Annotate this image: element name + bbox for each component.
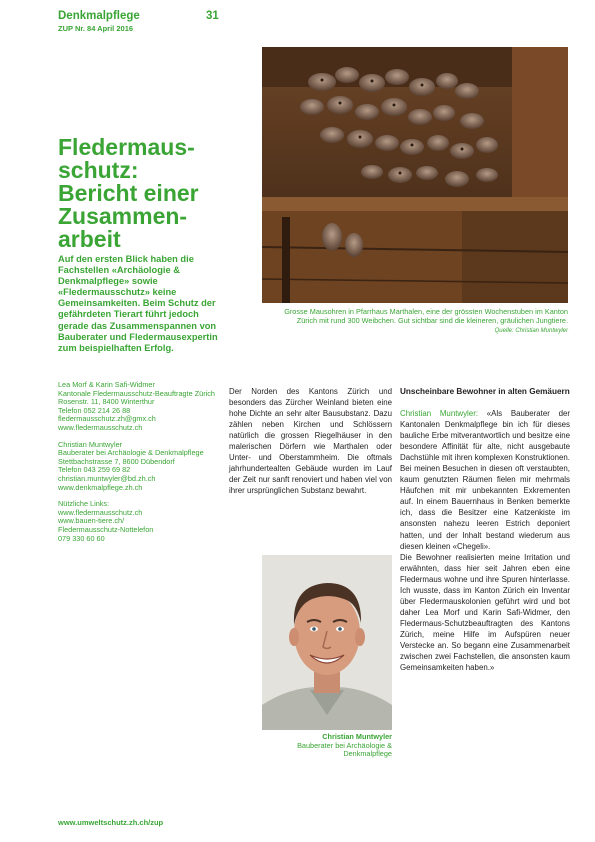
speaker-name: Christian Muntwyler: bbox=[400, 409, 479, 418]
contact-line: Christian Muntwyler bbox=[58, 439, 123, 449]
contact-link[interactable]: www.fledermausschutz.ch bbox=[58, 422, 143, 432]
contact-link[interactable]: www.bauen-tiere.ch/ bbox=[58, 516, 125, 526]
headline-line: schutz: bbox=[58, 157, 139, 183]
headline-line: Fledermaus- bbox=[58, 134, 195, 160]
useful-links bbox=[58, 500, 228, 543]
contact-line: Telefon 052 214 26 88 bbox=[58, 405, 131, 415]
article-headline bbox=[58, 136, 228, 251]
contact-fledermausschutz bbox=[58, 381, 228, 433]
section-title: Denkmalpflege bbox=[58, 10, 140, 22]
portrait-caption bbox=[262, 733, 392, 759]
portrait-caption-name: Christian Muntwyler bbox=[322, 732, 392, 741]
section-subhead: Unscheinbare Bewohner in alten Gemäuern bbox=[400, 387, 570, 396]
body-paragraph: Die Bewohner realisierten meine Irritation und erwähnten, dass hier seit Jahren eben eine Fledermaus wohne und ihre Spuren hinterlasse. Ich wusste, dass im Kanton Zürich ein Inventar über Fledermauskolonien geführt wird und bot daher Lea Morf und Karin Safi-Widmer, den Fledermaus-Schutzbeauftragten des Kantons Zürich, meine Hilfe im Aufspüren neuer Verstecke an. So begann eine Zusammenarbeit zwischen zwei Fachstellen, die ansonsten kaum Gemeinsamkeiten haben.» bbox=[400, 552, 570, 673]
contact-link[interactable]: www.denkmalpflege.zh.ch bbox=[58, 482, 143, 492]
article-lead: Auf den ersten Blick haben die Fachstellen «Archäologie & Denkmalpflege» sowie «Fledermausschutz» keine Gemeinsamkeiten. Beim Schutz der gefährdeten Tierart führt jedoch gerade das Zusammenspannen von Bauberater und Fledermausexpertin zum beispielhaften Erfolg. bbox=[58, 254, 218, 353]
contact-link[interactable]: www.fledermausschutz.ch bbox=[58, 507, 143, 517]
body-paragraph bbox=[400, 408, 570, 552]
bat-photo-source: Quelle: Christian Muntwyler bbox=[494, 328, 568, 334]
body-paragraph: Der Norden des Kantons Zürich und besonders das Zürcher Weinland bieten eine hohe Dichte an sehr alter Bausubstanz. Dazu zählen neben Kirchen und Schlössern natürlich die grossen Riegelhäuser in den malerischen Dörfern wie Marthalen oder Unter- und Oberstammheim. Die oftmals jahrhundertealten Gebäude wurden im Lauf der Zeit nur sanft renoviert und haben viel von ihrer ursprünglichen Substanz bewahrt. bbox=[229, 387, 392, 496]
contact-line: Lea Morf & Karin Safi-Widmer bbox=[58, 380, 155, 389]
bat-photo-caption bbox=[262, 307, 568, 336]
issue-label: ZUP Nr. 84 April 2016 bbox=[58, 24, 134, 33]
contact-line: Kantonale Fledermausschutz-Beauftragte Zürich bbox=[58, 388, 215, 398]
contact-line: Stettbachstrasse 7, 8600 Dübendorf bbox=[58, 456, 175, 466]
contact-email[interactable]: christian.muntwyler@bd.zh.ch bbox=[58, 473, 156, 483]
body-column-1 bbox=[229, 386, 392, 496]
headline-line: arbeit bbox=[58, 226, 121, 252]
portrait-photo bbox=[262, 555, 392, 730]
contact-block bbox=[58, 381, 228, 551]
headline-line: Bericht einer bbox=[58, 180, 199, 206]
contact-line: 079 330 60 60 bbox=[58, 533, 105, 543]
contact-line: Fledermausschutz-Nottelefon bbox=[58, 524, 154, 534]
body-column-2 bbox=[400, 408, 570, 673]
portrait-caption-role: Bauberater bei Archäologie & Denkmalpflege bbox=[297, 740, 392, 758]
contact-line: Bauberater bei Archäologie & Denkmalpflege bbox=[58, 448, 204, 458]
paragraph-text: «Als Bauberater der Kantonalen Denkmalpflege bin ich für dieses bauliche Erbe mitverantwortlich und besitze eine besondere Affinität für alte, nicht ausgebaute Dachstühle mit ihren komplexen Konstruktionen. Bei meinen Besuchen in diesen oft verstaubten, kaum genutzten Räumen fielen mir mehrmals Häufchen mit mir unbekannten Exkrementen auf. In einem Bauernhaus in Benken bemerkte ich, dass die Besitzer eine Katzenkiste im ansonsten nahezu leeren Estrich deponiert hatten, und der Inhalt bestand wiederum aus diesen kleinen «Chegeli». bbox=[400, 409, 570, 551]
contact-line: Telefon 043 259 69 82 bbox=[58, 465, 131, 475]
footer-url[interactable]: www.umweltschutz.zh.ch/zup bbox=[58, 818, 164, 827]
bat-photo-caption-text: Grosse Mausohren in Pfarrhaus Marthalen, eine der grössten Wochenstuben im Kanton Zürich mit rund 300 Weibchen. Gut sichtbar sind die kleineren, gräulichen Jungtiere. bbox=[284, 307, 568, 325]
contact-denkmalpflege bbox=[58, 441, 228, 493]
contact-email[interactable]: fledermausschutz.zh@gmx.ch bbox=[58, 414, 156, 424]
contact-line: Rosenstr. 11, 8400 Winterthur bbox=[58, 397, 155, 407]
headline-line: Zusammen- bbox=[58, 203, 188, 229]
bat-colony-photo bbox=[262, 47, 568, 303]
links-heading: Nützliche Links: bbox=[58, 499, 110, 509]
page-number: 31 bbox=[206, 10, 219, 22]
